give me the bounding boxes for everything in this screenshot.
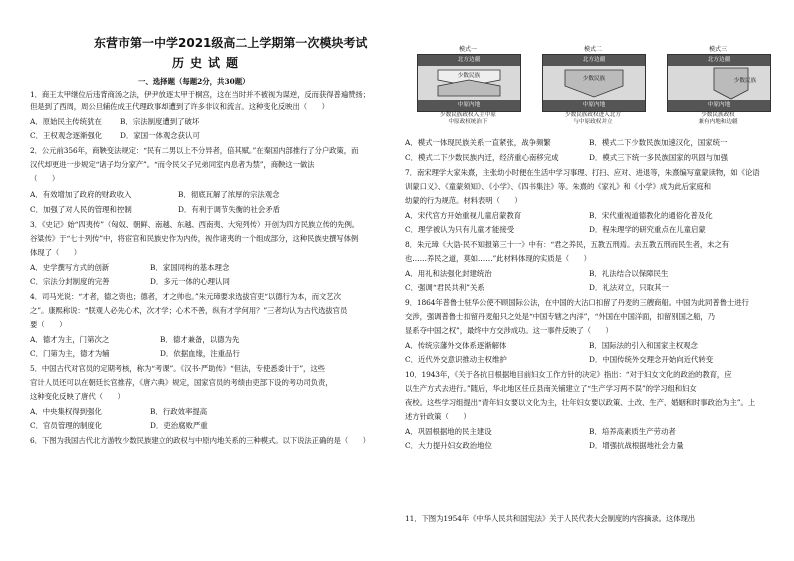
q9-option-c: C．近代外交意识推动主权维护: [405, 355, 507, 364]
q3-option-b: B．家国同构的基本理念: [150, 263, 230, 272]
panel-3-minority-label: 少数民族: [733, 78, 757, 84]
exam-title: 东营市第一中学2021级高二上学期第一次模块考试: [94, 36, 368, 50]
q3-option-c: C．宗法分封制度的完善: [30, 277, 110, 286]
panel-3-box: [667, 54, 771, 112]
panel-2-heading: 模式二: [583, 46, 602, 53]
q2-option-d: D．有利于调节失衡的社会矛盾: [178, 205, 281, 214]
panel-2-box: [542, 54, 646, 112]
q6-option-a: A．模式一体现民族关系一直紧张，战争频繁: [405, 138, 551, 147]
question-3-line-2: 谷粱传》于“七十列传”中，将宦官和民族史作为内传，视作诸夷的一个组成部分，这种民族史撰写体例: [30, 234, 359, 243]
q1-option-c: C．王权观念逐渐强化: [30, 131, 103, 140]
question-10-line-1: 10．1943年，《关于各抗日根据地目前妇女工作方针的决定》指出：“对于妇女文化的政治的教育，应: [405, 370, 732, 379]
panel-3-top-band: 北方边疆: [668, 55, 770, 66]
panel-3-caption: [659, 112, 777, 126]
q2-option-a: A．有效增加了政府的财政收入: [30, 190, 132, 199]
question-4-line-2: 之”。康熙称说：“朕观人必先心术，次才学；心术不善，纵有才学何用？”三者均认为古代选拔官员: [30, 306, 348, 315]
diagram-panel-3: [659, 44, 777, 126]
q10-option-c: C．大力提升妇女政治地位: [405, 441, 492, 450]
question-2-line-2: 汉代却更进一步规定“诸子均分家产”。“而令民父子兄弟同室内息者为禁”，商鞅这一做法: [30, 160, 315, 169]
panel-2-bottom-band: 中原内地: [543, 100, 645, 111]
panel-3-bottom-band: 中原内地: [668, 100, 770, 111]
diagram-panel-2: [534, 44, 652, 126]
subject-title: 历史试题: [172, 56, 245, 70]
q7-option-c: C．理学被认为只有儿童才能接受: [405, 225, 515, 234]
q1-option-b: B．宗法制度遭到了破坏: [120, 117, 200, 126]
q5-option-d: D．吏治腐败严重: [150, 421, 208, 430]
question-2-line-3: （ ）: [30, 174, 60, 183]
panel-1-bottom-band: 中原内地: [418, 100, 520, 111]
diagram-panel-1: [409, 44, 527, 126]
question-4-line-1: 4．司马光说：“才者，德之资也；德者，才之帅也。”朱元璋要求选拔官吏“以德行为本，而文艺次: [30, 292, 341, 301]
question-3-line-1: 3．《史记》始“四夷传”（匈奴、朝鲜、南越、东越、西南夷、大宛列传）开创为四方民族立传的先例。: [30, 220, 360, 229]
question-9-line-2: 交涉，强调普鲁士扣留丹麦船只之处是“中国专辖之内洋”，“外国在中国洋面，扣留别国之船，乃: [405, 312, 715, 321]
q4-option-a: A．德才为主，门第次之: [30, 335, 110, 344]
q2-option-b: B．彻底瓦解了浓厚的宗法观念: [178, 190, 280, 199]
q7-option-d: D．程朱理学的研究重点在儿童启蒙: [589, 225, 706, 234]
q4-option-b: B．德才兼备，以德为先: [160, 335, 240, 344]
section-heading: 一、选择题（每题2分，共30题）: [138, 77, 250, 86]
panel-1-top-band: 北方边疆: [418, 55, 520, 66]
q9-option-a: A．传统宗藩外交体系逐渐解体: [405, 341, 507, 350]
panel-3-heading: 模式三: [708, 46, 727, 53]
panel-1-caption-line-2: 中原政权统治下: [448, 119, 488, 125]
question-5-line-1: 5．中国古代对官员的定期考核，称为“考课”。《汉书·严助传》“但法，专使悉委计于”，这些: [30, 364, 325, 373]
panel-1-minority-label: 少数民族: [457, 73, 481, 79]
question-5-line-3: 这种变化反映了唐代（ ）: [30, 392, 125, 401]
q8-option-b: B．礼法结合以保障民生: [589, 269, 669, 278]
question-10-line-2: 以生产方式去进行。”随后，华北地区任丘县南关铺建立了“生产学习两不误”的学习组和妇女: [405, 384, 697, 393]
panel-1-caption-line-1: 少数民族政权入主中原: [440, 112, 496, 118]
panel-1-box: [417, 54, 521, 112]
q1-option-d: D．家国一体观念获认可: [120, 131, 200, 140]
q9-option-b: B．国际法的引入和国家主权观念: [589, 341, 698, 350]
panel-1-heading: 模式一: [458, 46, 477, 53]
q8-option-d: D．礼法对立，只取其一: [589, 283, 669, 292]
question-2-line-1: 2．公元前356年，商鞅变法规定：“民有二男以上不分异者，倍其赋。”在秦国内部推行了分户政策，而: [30, 146, 359, 155]
q8-option-a: A．用礼和法强化封建统治: [405, 269, 492, 278]
question-3-line-3: 体现了（ ）: [30, 248, 82, 257]
q10-option-d: D．增强抗战根据地社会力量: [589, 441, 684, 450]
panel-3-caption-line-1: 少数民族政权: [701, 112, 735, 118]
question-6-line-1: 6．下图为我国古代北方游牧少数民族建立的政权与中原内地关系的三种模式。以下说法正确的是（ ）: [30, 436, 370, 445]
q5-option-b: B．行政效率提高: [150, 407, 208, 416]
panel-3-middle: [668, 66, 770, 100]
q6-option-c: C．模式二下少数民族内迁，经济重心南移完成: [405, 153, 559, 162]
q10-option-b: B．培养高素质生产劳动者: [589, 427, 676, 436]
question-11-line-1: 11．下图为1954年《中华人民共和国宪法》关于人民代表大会制度的内容摘录。这体现出: [405, 514, 696, 523]
question-8-line-2: 也……养民之道，莫如……”此材料体现的实质是（ ）: [405, 254, 591, 263]
panel-2-top-band: 北方边疆: [543, 55, 645, 66]
panel-2-caption-line-2: 与中原政权并立: [573, 119, 613, 125]
panel-2-arrow-graphic: [543, 66, 645, 100]
panel-2-caption-line-1: 少数民族政权进入北方: [565, 112, 621, 118]
q9-option-d: D．中国传统外交理念开始向近代转变: [589, 355, 714, 364]
q4-option-c: C．门第为主，德才为辅: [30, 349, 110, 358]
question-9-line-1: 9．1864年普鲁士驻华公使不顾国际公法，在中国的大沽口扣留了丹麦的三艘商船。中国为此同普鲁士进行: [405, 298, 749, 307]
question-8-line-1: 8．朱元璋《大诰·民不知报第三十一》中有：“君之养民，五教五刑焉。去五教五刑而民生者，未之有: [405, 240, 730, 249]
question-7-line-3: 幼蒙的行为规范。材料表明（ ）: [405, 196, 522, 205]
question-1-line-2: 但是到了西周，周公旦辅佐成王代理政事却遭到了许多非议和流言。这种变化反映出（ ）: [30, 102, 329, 111]
question-10-line-3: 夜校。这些学习组提出“青年妇女要以文化为主，壮年妇女要以政策、土改、生产、婚姻和时事政治为主”。上: [405, 398, 756, 407]
q3-option-d: D．多元一体的心理认同: [150, 277, 230, 286]
panel-3-caption-line-2: 兼有内地和边疆: [698, 119, 738, 125]
q7-option-b: B．宋代重视道德教化的通俗化普及化: [589, 211, 713, 220]
q6-option-d: D．模式三下统一多民族国家的巩固与加强: [589, 153, 728, 162]
q5-option-c: C．官员管理的制度化: [30, 421, 103, 430]
question-7-line-2: 训蒙口义》、《童蒙须知》、《小学》、《四书集注》等。朱熹的《家礼》和《小学》成为此后家庭和: [405, 182, 711, 191]
question-5-line-2: 官计人员还可以在朝廷长官推荐，《唐六典》规定，国家官员的考绩由吏部下设的考功司负责，: [30, 378, 333, 387]
panel-2-caption: [534, 112, 652, 126]
q3-option-a: A．史学撰写方式的创新: [30, 263, 110, 272]
q1-option-a: A．原始民主传统犹在: [30, 117, 102, 126]
q5-option-a: A．中央集权得到强化: [30, 407, 102, 416]
question-10-line-4: 述方针政策（ ）: [405, 412, 471, 421]
q7-option-a: A．宋代官方开始重视儿童启蒙教育: [405, 211, 522, 220]
panel-1-middle: [418, 66, 520, 100]
q10-option-a: A．巩固根据地的民主建设: [405, 427, 492, 436]
q2-option-c: C．加强了对人民的管理和控制: [30, 205, 132, 214]
question-9-line-3: 显系夺中国之权”，最终中方交涉成功。这一事件反映了（ ）: [405, 326, 613, 335]
panel-2-minority-label: 少数民族: [582, 76, 606, 82]
panel-2-middle: [543, 66, 645, 100]
q4-option-d: D．依据血缘，注重品行: [160, 349, 240, 358]
question-1-line-1: 1．商王太甲继位后违背商汤之法，伊尹放逐太甲于桐宫，这在当时并不被视为谋逆，反而获得普遍赞扬；: [30, 90, 370, 99]
q8-option-c: C．强调“君民共利”关系: [405, 283, 485, 292]
q6-option-b: B．模式二下少数民族加速汉化，国家统一: [589, 138, 728, 147]
panel-1-caption: [409, 112, 527, 126]
question-4-line-3: 要（ ）: [30, 320, 67, 329]
question-7-line-1: 7．南宋理学大家朱熹，主张幼小时便在生活中学习事理、打扫、应对、进退等，朱熹编写童蒙读物，如《论语: [405, 168, 760, 177]
